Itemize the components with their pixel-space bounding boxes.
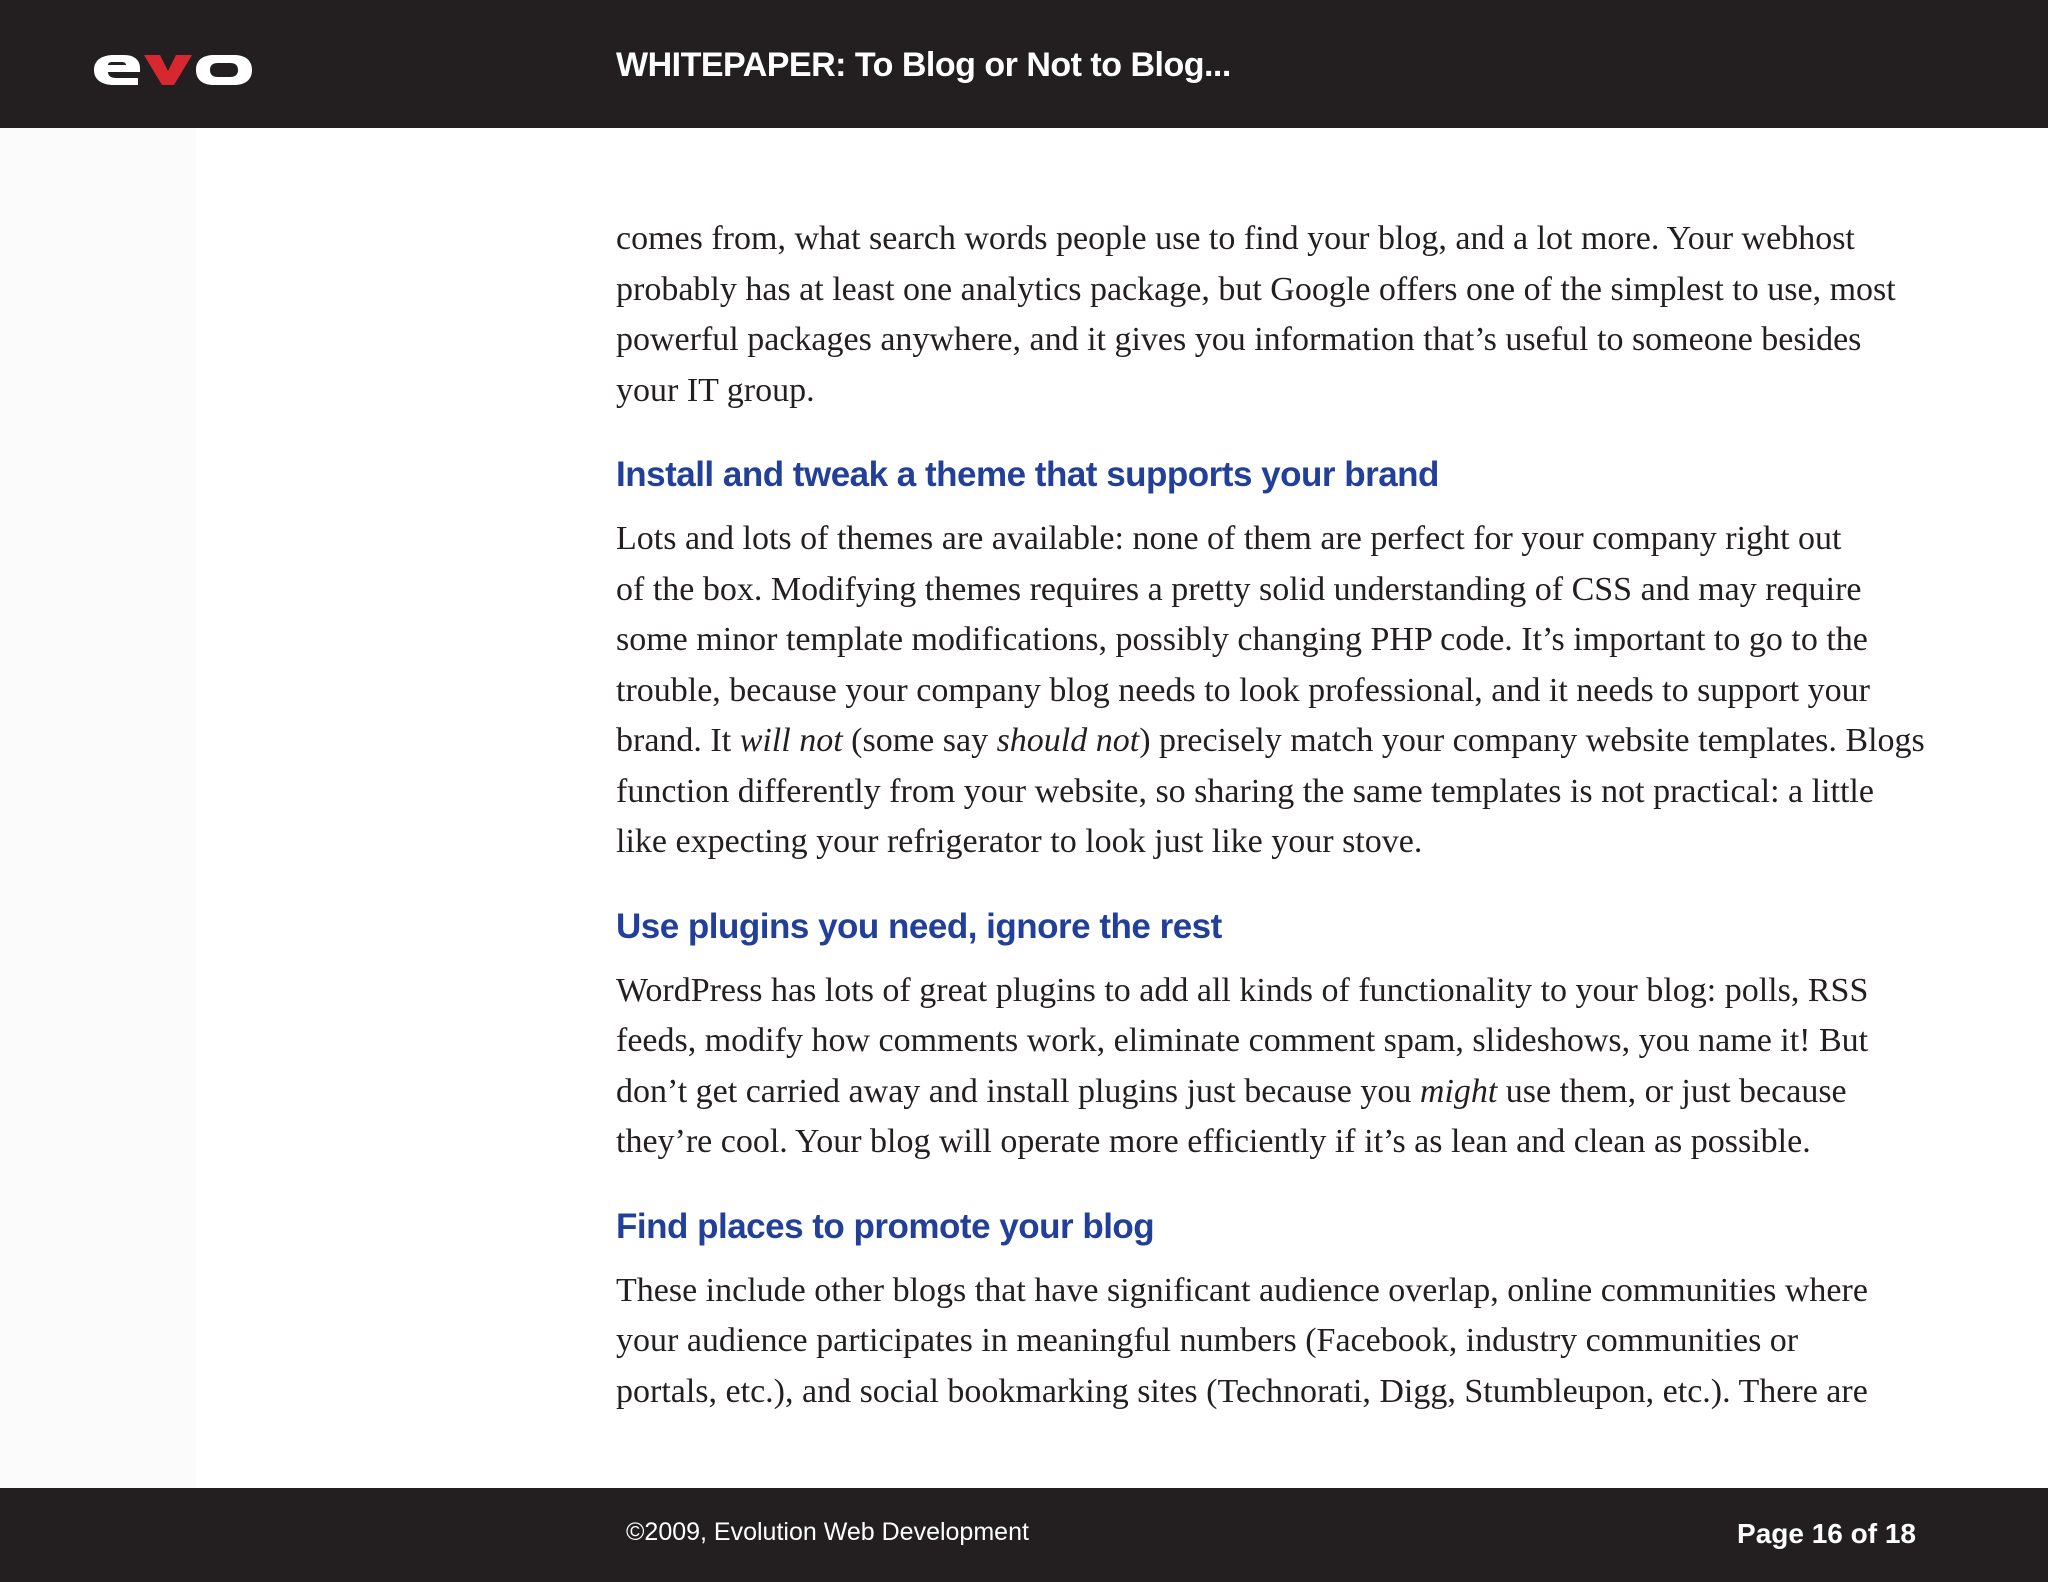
intro-line: probably has at least one analytics package, but Google offers one of the simplest to use, most <box>616 270 1896 308</box>
text-run: use them, or just because <box>1497 1072 1847 1110</box>
page-number: Page 16 of 18 <box>1737 1518 1916 1549</box>
plugins-paragraph <box>616 966 1946 1168</box>
left-margin <box>0 128 196 1488</box>
section-heading-promote: Find places to promote your blog <box>616 1206 1155 1246</box>
paragraph-line: Lots and lots of themes are available: none of them are perfect for your company right out <box>616 520 1842 557</box>
paragraph-line: of the box. Modifying themes requires a pretty solid understanding of CSS and may require <box>616 570 1862 608</box>
section-heading-plugins: Use plugins you need, ignore the rest <box>616 906 1222 946</box>
section-heading-theme: Install and tweak a theme that supports your brand <box>616 455 1439 494</box>
emphasis-text: should not <box>996 722 1140 759</box>
evo-logo <box>92 52 254 88</box>
theme-paragraph <box>616 514 1946 868</box>
text-run: ) precisely match your company website templates. Blogs <box>1139 722 1925 759</box>
paragraph-line: function differently from your website, so sharing the same templates is not practical: a little <box>616 772 1874 810</box>
intro-line: your IT group. <box>616 371 815 409</box>
promote-paragraph <box>616 1266 1946 1418</box>
paragraph-line: WordPress has lots of great plugins to add all kinds of functionality to your blog: polls, RSS <box>616 971 1869 1009</box>
copyright-notice: ©2009, Evolution Web Development <box>626 1518 1029 1546</box>
text-run: (some say <box>842 722 997 759</box>
paragraph-line: your audience participates in meaningful numbers (Facebook, industry communities or <box>616 1322 1799 1359</box>
intro-paragraph <box>616 214 1946 416</box>
text-run: don’t get carried away and install plugins just because you <box>616 1072 1420 1110</box>
document-title: WHITEPAPER: To Blog or Not to Blog... <box>616 46 1231 84</box>
page-header <box>0 0 2048 128</box>
emphasis-text: will not <box>739 722 843 759</box>
paragraph-line: portals, etc.), and social bookmarking sites (Technorati, Digg, Stumbleupon, etc.). There are <box>616 1372 1868 1410</box>
paragraph-line: some minor template modifications, possibly changing PHP code. It’s important to go to the <box>616 621 1868 658</box>
page-footer <box>0 1488 2048 1582</box>
text-run: brand. It <box>616 722 740 759</box>
paragraph-line: feeds, modify how comments work, eliminate comment spam, slideshows, you name it! But <box>616 1022 1869 1059</box>
paragraph-line: These include other blogs that have significant audience overlap, online communities where <box>616 1271 1868 1309</box>
page-content <box>616 214 1946 1417</box>
intro-line: powerful packages anywhere, and it gives you information that’s useful to someone besides <box>616 321 1862 358</box>
paragraph-line: trouble, because your company blog needs to look professional, and it needs to support your <box>616 671 1870 709</box>
paragraph-line: they’re cool. Your blog will operate more efficiently if it’s as lean and clean as possible. <box>616 1123 1811 1160</box>
emphasis-text: might <box>1419 1072 1498 1110</box>
paragraph-line: like expecting your refrigerator to look just like your stove. <box>616 823 1423 860</box>
paragraph-line <box>616 1067 1946 1118</box>
paragraph-line <box>616 716 1946 767</box>
intro-line: comes from, what search words people use to find your blog, and a lot more. Your webhost <box>616 220 1855 257</box>
